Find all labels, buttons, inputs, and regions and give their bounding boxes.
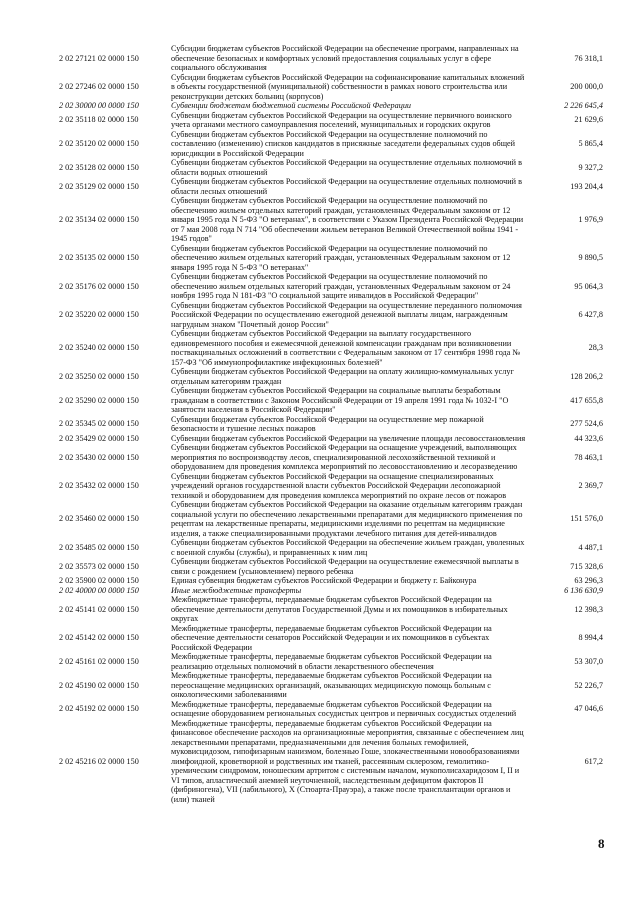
description-line: Субвенции бюджетам субъектов Российской Федерации на осуществление отдельных полномочий в [171,158,522,167]
budget-code: 2 02 30000 00 0000 150 [59,101,139,110]
income-description [171,719,526,805]
table-row [0,576,640,586]
budget-code: 2 02 35432 02 0000 150 [59,481,139,490]
income-description [171,158,526,177]
table-row [0,158,640,177]
description-line: рецептам на лекарственные препараты, медицинскими изделиями по рецептам на медицинские [171,519,505,528]
description-line: Субсидии бюджетам субъектов Российской Федерации на обеспечение программ, направленных на [171,44,519,53]
table-row [0,700,640,719]
table-row [0,130,640,159]
description-line: изделия, а также специализированными продуктами лечебного питания для детей-инвалидов [171,528,497,538]
description-line: учреждений органов государственной власти субъектов Российской Федерации лесопожарной [171,481,501,490]
table-row [0,415,640,434]
income-description [171,73,526,102]
description-line: Субвенции бюджетам субъектов Российской Федерации на осуществление полномочий по [171,243,488,253]
description-line: ноября 1995 года N 181-ФЗ "О социальной защите инвалидов в Российской Федерации" [171,291,479,300]
table-row [0,301,640,330]
description-line: Субвенции бюджетам субъектов Российской Федерации на осуществление переданного полномочия [171,300,522,310]
description-line: муковисцидозом, гипофизарным нанизмом, болезнью Гоше, злокачественными новообразованиями [171,747,520,756]
description-line: оснащение оборудованием региональных сосудистых центров и первичных сосудистых отделений [171,709,517,718]
description-line: обеспечению жильем отдельных категорий граждан, установленных Федеральным законом от 24 [171,281,511,291]
description-line: социального обслуживания [171,63,267,72]
budget-code: 2 02 45190 02 0000 150 [59,680,139,690]
description-line: в объекты государственной (муниципальной) собственности в рамках нового строительства или [171,82,508,91]
budget-code: 2 02 35135 02 0000 150 [59,253,139,262]
amount: 12 398,3 [574,604,603,614]
description-line: мероприятия по воспроизводству лесов, специализированной лесохозяйственной техникой и [171,452,496,462]
table-row [0,73,640,102]
amount: 76 318,1 [574,53,603,63]
table-row [0,329,640,367]
description-line: обеспечению жильем отдельных категорий граждан, установленных Федеральным законом от 12 [171,205,511,215]
budget-code: 2 02 40000 00 0000 150 [59,585,139,595]
amount: 151 576,0 [570,514,603,524]
budget-code: 2 02 35129 02 0000 150 [59,181,139,191]
description-line: финансовое обеспечение расходов на организационные мероприятия, связанные с обеспечением лиц [171,728,524,737]
table-row [0,500,640,538]
description-line: обеспечение безопасных и комфортных условий предоставления социальных услуг в сфере [171,53,492,63]
budget-code: 2 02 35485 02 0000 150 [59,542,139,552]
description-line: обеспечению жильем отдельных категорий граждан, установленных Федеральным законом от 12 [171,253,511,262]
income-description [171,538,526,557]
income-description [171,576,526,586]
income-description [171,367,526,386]
amount: 715 328,6 [570,561,603,571]
budget-code: 2 02 45216 02 0000 150 [59,756,139,766]
description-line: Межбюджетные трансферты, передаваемые бюджетам субъектов Российской Федерации на [171,623,492,633]
description-line: с военной службы (службы), и приравненных к ним лиц [171,547,368,557]
table-row [0,367,640,386]
budget-code: 2 02 35250 02 0000 150 [59,371,139,381]
table-row [0,443,640,472]
description-line: онкологическими заболеваниями [171,690,287,699]
income-description [171,472,526,501]
description-line: Субвенции бюджетам субъектов Российской Федерации на обеспечение жильем граждан, уволенных [171,538,525,547]
income-description [171,415,526,434]
amount: 21 629,6 [574,115,603,125]
amount: 2 369,7 [578,481,603,490]
description-line: Субвенции бюджетам субъектов Российской Федерации на социальные выплаты безработным [171,386,501,395]
amount: 78 463,1 [574,452,603,462]
description-line: оборудованием для проведения комплекса мероприятий по лесовосстановлению и лесоразведению [171,462,518,471]
description-line: Субвенции бюджетам субъектов Российской Федерации на оснащение специализированных [171,471,494,481]
description-line: Субвенции бюджетам субъектов Российской Федерации на осуществление мер пожарной [171,414,484,424]
description-line: января 1995 года N 5-ФЗ "О ветеранах" [171,262,309,272]
description-line: Межбюджетные трансферты, передаваемые бюджетам субъектов Российской Федерации на [171,718,492,728]
table-row [0,434,640,444]
description-line: Субсидии бюджетам субъектов Российской Федерации на софинансирование капитальных вложений [171,72,525,82]
budget-code: 2 02 35430 02 0000 150 [59,452,139,462]
budget-code: 2 02 35240 02 0000 150 [59,343,139,353]
amount: 128 206,2 [570,371,603,381]
table-row [0,557,640,576]
income-description [171,177,526,196]
income-description [171,500,526,538]
amount: 4 487,1 [578,542,603,552]
income-description [171,652,526,671]
description-line: поствакцинальных осложнений в соответствии с Федеральным законом от 17 сентября 1998 года № [171,348,521,357]
amount: 52 226,7 [574,680,603,690]
description-line: связи с рождением (усыновлением) первого ребенка [171,566,354,576]
budget-code: 2 02 45192 02 0000 150 [59,704,139,714]
amount: 6 427,8 [578,310,603,319]
description-line: юрисдикции в Российской Федерации [171,148,304,158]
description-line: лекарственными препаратами, предназначенными для лечения больных гемофилией, [171,737,469,747]
income-description [171,386,526,415]
income-description [171,671,526,700]
budget-code: 2 02 35128 02 0000 150 [59,162,139,172]
amount: 63 296,3 [574,576,603,585]
table-row [0,719,640,805]
budget-code: 2 02 35134 02 0000 150 [59,215,139,224]
table-row [0,244,640,273]
description-line: единовременного пособия и ежемесячной денежной компенсации гражданам при возникновении [171,338,512,348]
budget-code: 2 02 45141 02 0000 150 [59,604,139,614]
income-description [171,101,526,111]
income-description [171,272,526,301]
income-description [171,434,526,444]
income-description [171,595,526,624]
description-line: Единая субвенция бюджетам субъектов Российской Федерации и бюджету г. Байконура [171,576,477,585]
income-description [171,700,526,719]
description-line: социальной услуги по обеспечению лекарственными препаратами для медицинского применения по [171,509,523,519]
amount: 417 655,8 [570,395,603,405]
income-description [171,329,526,367]
amount: 277 524,6 [570,419,603,429]
description-line: Межбюджетные трансферты, передаваемые бюджетам субъектов Российской Федерации на [171,699,492,709]
description-line: Субвенции бюджетам субъектов Российской Федерации на оплату жилищно-коммунальных услуг [171,367,514,376]
description-line: обеспечение деятельности депутатов Государственной Думы и их помощников в избирательных [171,604,508,614]
description-line: Межбюджетные трансферты, передаваемые бюджетам субъектов Российской Федерации на [171,671,492,680]
description-line: округах [171,614,199,623]
income-description [171,130,526,159]
description-line: Межбюджетные трансферты, передаваемые бюджетам субъектов Российской Федерации на [171,595,492,604]
table-row [0,652,640,671]
description-line: Субвенции бюджетам субъектов Российской Федерации на осуществление ежемесячной выплаты в [171,557,519,566]
description-line: от 7 мая 2008 года N 714 "Об обеспечении жильем ветеранов Великой Отечественной войны 1941 - [171,224,519,234]
budget-code: 2 02 35118 02 0000 150 [59,115,139,125]
amount: 6 136 630,9 [564,585,603,595]
table-row [0,196,640,244]
description-line: Межбюджетные трансферты, передаваемые бюджетам субъектов Российской Федерации на [171,652,492,661]
budget-code: 2 02 35429 02 0000 150 [59,433,139,443]
income-description [171,624,526,653]
income-description [171,111,526,130]
description-line: обеспечение деятельности сенаторов Российской Федерации и их помощников в субъектах [171,633,490,642]
description-line: Российской Федерации [171,642,253,652]
table-row [0,386,640,415]
description-line: Субвенции бюджетам субъектов Российской Федерации на осуществление отдельных полномочий в [171,177,522,186]
description-line: отдельным категориям граждан [171,376,282,386]
budget-code: 2 02 35290 02 0000 150 [59,395,139,405]
table-row [0,44,640,73]
amount: 193 204,4 [570,181,603,191]
description-line: лимфоидной, кроветворной и родственных им тканей, рассеянным склерозом, гемолитико- [171,756,490,766]
description-line: Субвенции бюджетам субъектов Российской Федерации на оказание отдельным категориям граждан [171,500,523,509]
amount: 44 323,6 [574,433,603,443]
budget-code: 2 02 35460 02 0000 150 [59,514,139,524]
description-line: безопасности и тушение лесных пожаров [171,424,316,433]
description-line: реконструкции детских больниц (корпусов) [171,91,324,101]
description-line: Субвенции бюджетам бюджетной системы Российской Федерации [171,101,412,110]
amount: 5 865,4 [578,139,603,148]
amount: 53 307,0 [574,656,603,666]
description-line: нагрудным знаком "Почетный донор России" [171,319,329,329]
description-line: Субвенции бюджетам субъектов Российской Федерации на увеличение площади лесовосстановления [171,433,526,443]
table-row [0,624,640,653]
budget-code: 2 02 27121 02 0000 150 [59,53,139,63]
budget-code: 2 02 35120 02 0000 150 [59,139,139,148]
description-line: (или) тканей [171,794,215,804]
amount: 9 890,5 [578,253,603,262]
budget-code: 2 02 45161 02 0000 150 [59,656,139,666]
budget-code: 2 02 45142 02 0000 150 [59,633,139,642]
description-line: (фибриногена), VII (лабильного), X (Стюарта-Прауэра), а также после трансплантации органов и [171,785,511,794]
income-description [171,586,526,596]
amount: 8 994,4 [578,633,603,642]
page-number: 8 [598,836,605,851]
table-row [0,272,640,301]
description-line: Субвенции бюджетам субъектов Российской Федерации на осуществление полномочий по [171,272,488,281]
budget-code: 2 02 35345 02 0000 150 [59,419,139,429]
description-line: Иные межбюджетные трансферты [171,585,302,595]
description-line: переоснащение медицинских организаций, оказывающих медицинскую помощь больным с [171,680,491,690]
amount: 9 327,2 [578,162,603,172]
description-line: области водных отношений [171,167,268,177]
description-line: 157-ФЗ "Об иммунопрофилактике инфекционных болезней" [171,357,383,367]
description-line: Субвенции бюджетам субъектов Российской Федерации на осуществление полномочий по [171,129,488,139]
budget-code: 2 02 35573 02 0000 150 [59,561,139,571]
table-row [0,111,640,130]
income-description [171,557,526,576]
description-line: учета органами местного самоуправления поселений, муниципальных и городских округов [171,120,491,129]
description-line: гражданам в соответствии с Законом Российской Федерации от 19 апреля 1991 года № 1032-I "О [171,395,509,405]
amount: 1 976,9 [578,215,603,224]
budget-code: 2 02 27246 02 0000 150 [59,82,139,91]
income-description [171,196,526,244]
amount: 2 226 645,4 [564,101,603,110]
table-row [0,472,640,501]
budget-code: 2 02 35220 02 0000 150 [59,310,139,319]
description-line: Субвенции бюджетам субъектов Российской Федерации на оснащение учреждений, выполняющих [171,443,517,452]
table-row [0,595,640,624]
table-row [0,671,640,700]
description-line: уремическим синдромом, юношеским артритом с системным началом, мукополисахаридозом I, II и [171,766,520,775]
amount: 617,2 [584,756,603,766]
table-row [0,538,640,557]
income-description [171,244,526,273]
amount: 200 000,0 [570,82,603,91]
income-description [171,44,526,73]
description-line: занятости населения в Российской Федерации" [171,405,336,414]
description-line: 1945 годов" [171,234,212,243]
table-row [0,177,640,196]
description-line: реализацию отдельных полномочий в области лекарственного обеспечения [171,661,434,671]
amount: 47 046,6 [574,704,603,714]
table-row [0,101,640,111]
description-line: VI типов, апластической анемией неуточненной, наследственным дефицитом факторов II [171,775,484,785]
budget-code: 2 02 35900 02 0000 150 [59,576,139,585]
budget-code: 2 02 35176 02 0000 150 [59,281,139,291]
description-line: составлению (изменению) списков кандидатов в присяжные заседатели федеральных судов общей [171,139,516,148]
amount: 95 064,3 [574,281,603,291]
amount: 28,3 [588,343,603,353]
table-row [0,586,640,596]
description-line: января 1995 года N 5-ФЗ "О ветеранах", в соответствии с Указом Президента Российской Федерации [171,215,524,224]
description-line: Субвенции бюджетам субъектов Российской Федерации на осуществление первичного воинского [171,110,512,120]
description-line: техникой и оборудованием для проведения комплекса мероприятий по охране лесов от пожаров [171,490,507,500]
description-line: области лесных отношений [171,186,268,196]
income-description [171,443,526,472]
income-description [171,301,526,330]
description-line: Субвенции бюджетам субъектов Российской Федерации на осуществление полномочий по [171,196,488,205]
description-line: Субвенции бюджетам субъектов Российской Федерации на выплату государственного [171,329,472,338]
description-line: Российской Федерации по осуществлению ежегодной денежной выплаты лицам, награжденным [171,310,508,319]
